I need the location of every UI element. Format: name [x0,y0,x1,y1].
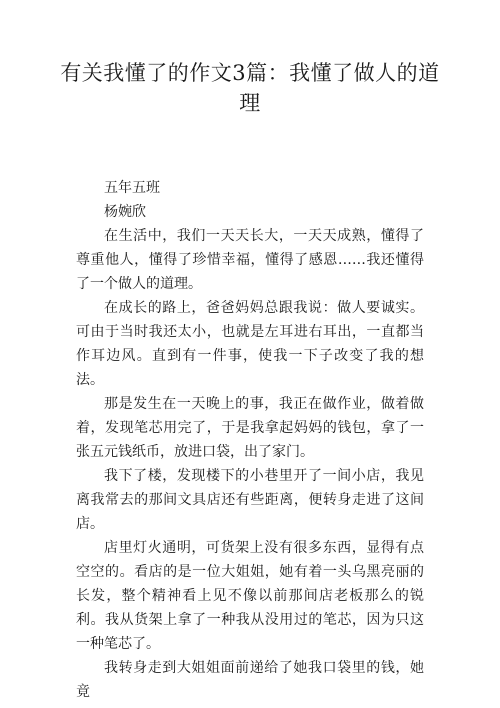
paragraph-1: 在生活中，我们一天天长大，一天天成熟，懂得了尊重他人，懂得了珍惜幸福，懂得了感恩……我还懂得了一个做人的道理。 [76,228,424,292]
paragraph-5: 店里灯火通明，可货架上没有很多东西，显得有点空空的。看店的是一位大姐姐，她有着一头乌黑亮丽的长发，整个精神看上见不像以前那间店老板那么的锐利。我从货架上拿了一种我从没用过的笔芯，因为只这一种笔芯了。 [76,540,424,652]
paragraph-2: 在成长的路上，爸爸妈妈总跟我说：做人要诚实。可由于当时我还太小，也就是左耳进右耳出，一直都当作耳边风。直到有一件事，使我一下子改变了我的想法。 [76,300,424,388]
document-body [76,176,424,704]
author-name: 杨婉欣 [104,204,146,220]
paragraph-3: 那是发生在一天晚上的事，我正在做作业，做着做着，发现笔芯用完了，于是我拿起妈妈的钱包，拿了一张五元钱纸币，放进口袋，出了家门。 [76,396,424,460]
paragraph-4: 我下了楼，发现楼下的小巷里开了一间小店，我见离我常去的那间文具店还有些距离，便转身走进了这间店。 [76,468,424,532]
paragraph-6: 我转身走到大姐姐面前递给了她我口袋里的钱，她竟 [76,660,424,700]
class-line: 五年五班 [104,180,160,196]
document-title: 有关我懂了的作文3篇：我懂了做人的道理 [60,61,440,115]
